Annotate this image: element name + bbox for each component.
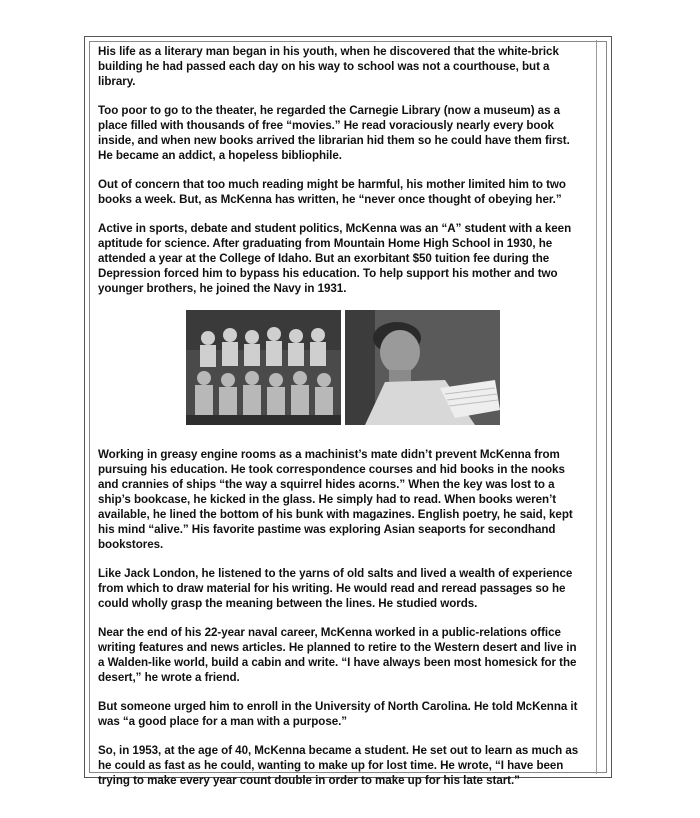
group-photo — [186, 310, 341, 425]
article-body — [98, 44, 586, 802]
right-rule-line — [596, 40, 597, 774]
paragraph-8: But someone urged him to enroll in the University of North Carolina. He told McKenna it was “a good place for a man with a purpose.” — [98, 700, 578, 728]
paragraph-1: His life as a literary man began in his youth, when he discovered that the white-brick building he had passed each day on his way to school was not a courthouse, but a library. — [98, 45, 559, 88]
paragraph-4: Active in sports, debate and student politics, McKenna was an “A” student with a keen aptitude for science. After graduating from Mountain Home High School in 1930, he attended a year at the College of Idaho. But an exorbitant $50 tuition fee during the Depression forced him to bypass his education. To help support his mother and two younger brothers, he joined the Navy in 1931. — [98, 222, 572, 295]
paragraph-9: So, in 1953, at the age of 40, McKenna became a student. He set out to learn as much as he could as fast as he could, wanting to make up for lost time. He wrote, “I have been trying to make every year count double in order to make up for his late start.” — [98, 744, 579, 787]
paragraph-6: Like Jack London, he listened to the yarns of old salts and lived a wealth of experience from which to draw material for his writing. He would read and reread passages so he could wholly grasp the meaning between the lines. He studied words. — [98, 567, 573, 610]
paragraph-3: Out of concern that too much reading might be harmful, his mother limited him to two books a week. But, as McKenna has written, he “never once thought of obeying her.” — [98, 178, 566, 206]
paragraph-7: Near the end of his 22-year naval career, McKenna worked in a public-relations office writing features and news articles. He planned to retire to the Western desert and live in a Walden-like world, build a cabin and write. “I have always been most homesick for the desert,” he wrote a friend. — [98, 626, 577, 684]
photo-row — [186, 310, 500, 425]
reading-photo — [345, 310, 500, 425]
paragraph-5: Working in greasy engine rooms as a machinist’s mate didn’t prevent McKenna from pursuing his education. He took correspondence courses and hid books in the nooks and crannies of ships “the way a squirrel hides acorns.” When the key was lost to a ship’s bookcase, he kicked in the glass. He simply had to read. When books weren’t available, he lined the bottom of his bunk with magazines. English poetry, he said, kept his mind “alive.” His favorite pastime was exploring Asian seaports for secondhand bookstores. — [98, 448, 573, 551]
paragraph-2: Too poor to go to the theater, he regarded the Carnegie Library (now a museum) as a place filled with thousands of free “movies.” He read voraciously nearly every book inside, and when new books arrived the librarian hid them so he could have them first. He became an addict, a hopeless bibliophile. — [98, 104, 570, 162]
